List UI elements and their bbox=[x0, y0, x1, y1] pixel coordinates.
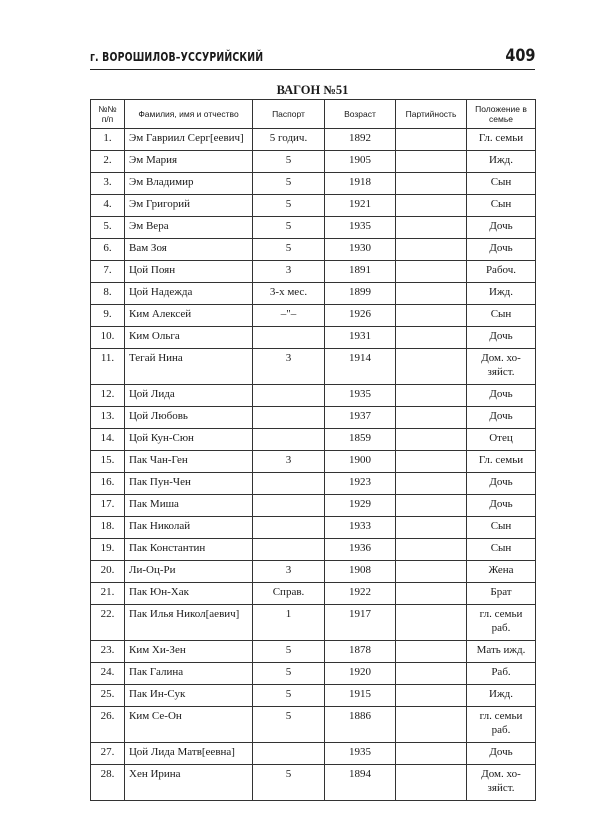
cell-family-status: Сын bbox=[467, 305, 536, 327]
cell-full-name: Пак Чан-Ген bbox=[125, 451, 253, 473]
column-header-number: №№ п/п bbox=[91, 100, 125, 129]
cell-family-status: Дочь bbox=[467, 217, 536, 239]
cell-party-membership bbox=[396, 663, 467, 685]
cell-passport: 5 bbox=[253, 707, 325, 743]
cell-party-membership bbox=[396, 305, 467, 327]
cell-party-membership bbox=[396, 173, 467, 195]
cell-family-status: гл. семьи раб. bbox=[467, 707, 536, 743]
cell-passport: 5 bbox=[253, 239, 325, 261]
cell-full-name: Цой Кун-Сюн bbox=[125, 429, 253, 451]
table-row bbox=[91, 407, 536, 429]
cell-party-membership bbox=[396, 605, 467, 641]
cell-full-name: Ким Ольга bbox=[125, 327, 253, 349]
cell-row-number: 6. bbox=[91, 239, 125, 261]
table-row bbox=[91, 707, 536, 743]
cell-full-name: Эм Вера bbox=[125, 217, 253, 239]
cell-family-status: Гл. семьи bbox=[467, 129, 536, 151]
table-row bbox=[91, 451, 536, 473]
cell-full-name: Эм Григорий bbox=[125, 195, 253, 217]
table-row bbox=[91, 151, 536, 173]
cell-passport: Справ. bbox=[253, 583, 325, 605]
cell-family-status: гл. семьи раб. bbox=[467, 605, 536, 641]
table-row bbox=[91, 473, 536, 495]
table-row bbox=[91, 385, 536, 407]
cell-passport: 3 bbox=[253, 561, 325, 583]
cell-full-name: Тегай Нина bbox=[125, 349, 253, 385]
cell-row-number: 9. bbox=[91, 305, 125, 327]
cell-party-membership bbox=[396, 641, 467, 663]
cell-party-membership bbox=[396, 583, 467, 605]
cell-family-status: Дочь bbox=[467, 385, 536, 407]
cell-full-name: Цой Поян bbox=[125, 261, 253, 283]
cell-party-membership bbox=[396, 327, 467, 349]
column-header-name: Фамилия, имя и отчество bbox=[125, 100, 253, 129]
cell-full-name: Пак Илья Никол[аевич] bbox=[125, 605, 253, 641]
cell-family-status: Брат bbox=[467, 583, 536, 605]
cell-row-number: 28. bbox=[91, 765, 125, 801]
cell-full-name: Ким Алексей bbox=[125, 305, 253, 327]
table-row bbox=[91, 743, 536, 765]
cell-passport: 5 bbox=[253, 173, 325, 195]
cell-party-membership bbox=[396, 685, 467, 707]
running-head bbox=[90, 43, 535, 70]
cell-row-number: 18. bbox=[91, 517, 125, 539]
cell-birth-year: 1891 bbox=[325, 261, 396, 283]
cell-row-number: 7. bbox=[91, 261, 125, 283]
cell-row-number: 23. bbox=[91, 641, 125, 663]
cell-birth-year: 1922 bbox=[325, 583, 396, 605]
cell-party-membership bbox=[396, 517, 467, 539]
table-row bbox=[91, 429, 536, 451]
cell-family-status: Гл. семьи bbox=[467, 451, 536, 473]
cell-passport bbox=[253, 385, 325, 407]
table-row bbox=[91, 327, 536, 349]
cell-birth-year: 1935 bbox=[325, 217, 396, 239]
cell-full-name: Пак Ин-Сук bbox=[125, 685, 253, 707]
cell-birth-year: 1921 bbox=[325, 195, 396, 217]
cell-full-name: Вам Зоя bbox=[125, 239, 253, 261]
cell-family-status: Ижд. bbox=[467, 151, 536, 173]
cell-family-status: Сын bbox=[467, 173, 536, 195]
cell-full-name: Эм Гавриил Серг[еевич] bbox=[125, 129, 253, 151]
cell-row-number: 13. bbox=[91, 407, 125, 429]
cell-birth-year: 1917 bbox=[325, 605, 396, 641]
cell-family-status: Раб. bbox=[467, 663, 536, 685]
column-header-party: Партийность bbox=[396, 100, 467, 129]
cell-full-name: Цой Надежда bbox=[125, 283, 253, 305]
cell-row-number: 25. bbox=[91, 685, 125, 707]
cell-family-status: Дочь bbox=[467, 495, 536, 517]
cell-full-name: Цой Лида bbox=[125, 385, 253, 407]
table-row bbox=[91, 349, 536, 385]
cell-passport bbox=[253, 539, 325, 561]
table-row bbox=[91, 539, 536, 561]
cell-family-status: Дочь bbox=[467, 473, 536, 495]
cell-passport: 3 bbox=[253, 451, 325, 473]
cell-party-membership bbox=[396, 239, 467, 261]
column-header-age: Возраст bbox=[325, 100, 396, 129]
table-row bbox=[91, 495, 536, 517]
cell-birth-year: 1930 bbox=[325, 239, 396, 261]
cell-full-name: Пак Галина bbox=[125, 663, 253, 685]
cell-passport: 5 bbox=[253, 663, 325, 685]
cell-row-number: 4. bbox=[91, 195, 125, 217]
cell-passport bbox=[253, 743, 325, 765]
cell-passport: –"– bbox=[253, 305, 325, 327]
cell-birth-year: 1899 bbox=[325, 283, 396, 305]
cell-full-name: Пак Миша bbox=[125, 495, 253, 517]
cell-birth-year: 1915 bbox=[325, 685, 396, 707]
cell-family-status: Дом. хо- зяйст. bbox=[467, 765, 536, 801]
cell-family-status: Сын bbox=[467, 195, 536, 217]
cell-family-status: Мать ижд. bbox=[467, 641, 536, 663]
cell-passport bbox=[253, 495, 325, 517]
cell-family-status: Дочь bbox=[467, 239, 536, 261]
cell-family-status: Дом. хо- зяйст. bbox=[467, 349, 536, 385]
cell-birth-year: 1920 bbox=[325, 663, 396, 685]
cell-passport: 3 bbox=[253, 349, 325, 385]
cell-party-membership bbox=[396, 451, 467, 473]
cell-passport: 5 bbox=[253, 151, 325, 173]
cell-party-membership bbox=[396, 429, 467, 451]
cell-party-membership bbox=[396, 561, 467, 583]
cell-full-name: Эм Владимир bbox=[125, 173, 253, 195]
cell-family-status: Сын bbox=[467, 539, 536, 561]
column-header-family-status: Положение в семье bbox=[467, 100, 536, 129]
cell-row-number: 11. bbox=[91, 349, 125, 385]
cell-party-membership bbox=[396, 349, 467, 385]
cell-party-membership bbox=[396, 765, 467, 801]
cell-birth-year: 1859 bbox=[325, 429, 396, 451]
cell-passport: 5 bbox=[253, 685, 325, 707]
cell-party-membership bbox=[396, 385, 467, 407]
table-body bbox=[91, 129, 536, 801]
cell-row-number: 17. bbox=[91, 495, 125, 517]
cell-passport: 5 bbox=[253, 641, 325, 663]
cell-passport: 3 bbox=[253, 261, 325, 283]
cell-full-name: Цой Лида Матв[еевна] bbox=[125, 743, 253, 765]
cell-passport: 5 bbox=[253, 217, 325, 239]
cell-party-membership bbox=[396, 195, 467, 217]
cell-party-membership bbox=[396, 473, 467, 495]
cell-passport bbox=[253, 429, 325, 451]
cell-full-name: Цой Любовь bbox=[125, 407, 253, 429]
table-row bbox=[91, 685, 536, 707]
passenger-table bbox=[90, 99, 536, 801]
table-caption: ВАГОН №51 bbox=[276, 83, 349, 97]
cell-full-name: Ким Се-Он bbox=[125, 707, 253, 743]
table-row bbox=[91, 583, 536, 605]
cell-birth-year: 1905 bbox=[325, 151, 396, 173]
cell-birth-year: 1937 bbox=[325, 407, 396, 429]
cell-party-membership bbox=[396, 707, 467, 743]
cell-full-name: Пак Николай bbox=[125, 517, 253, 539]
cell-row-number: 27. bbox=[91, 743, 125, 765]
cell-birth-year: 1933 bbox=[325, 517, 396, 539]
cell-family-status: Рабоч. bbox=[467, 261, 536, 283]
table-row bbox=[91, 765, 536, 801]
cell-row-number: 5. bbox=[91, 217, 125, 239]
cell-full-name: Эм Мария bbox=[125, 151, 253, 173]
cell-family-status: Ижд. bbox=[467, 283, 536, 305]
running-title: г. ВОРОШИЛОВ–УССУРИЙСКИЙ bbox=[90, 50, 264, 64]
cell-passport: 5 bbox=[253, 765, 325, 801]
cell-birth-year: 1900 bbox=[325, 451, 396, 473]
cell-passport bbox=[253, 407, 325, 429]
cell-passport bbox=[253, 473, 325, 495]
table-row bbox=[91, 561, 536, 583]
cell-row-number: 14. bbox=[91, 429, 125, 451]
cell-birth-year: 1926 bbox=[325, 305, 396, 327]
cell-passport bbox=[253, 517, 325, 539]
cell-full-name: Хен Ирина bbox=[125, 765, 253, 801]
cell-party-membership bbox=[396, 539, 467, 561]
cell-family-status: Отец bbox=[467, 429, 536, 451]
cell-row-number: 26. bbox=[91, 707, 125, 743]
cell-row-number: 12. bbox=[91, 385, 125, 407]
cell-birth-year: 1908 bbox=[325, 561, 396, 583]
cell-row-number: 20. bbox=[91, 561, 125, 583]
cell-row-number: 24. bbox=[91, 663, 125, 685]
cell-family-status: Жена bbox=[467, 561, 536, 583]
cell-row-number: 15. bbox=[91, 451, 125, 473]
table-row bbox=[91, 517, 536, 539]
cell-row-number: 10. bbox=[91, 327, 125, 349]
cell-birth-year: 1931 bbox=[325, 327, 396, 349]
cell-party-membership bbox=[396, 151, 467, 173]
cell-birth-year: 1918 bbox=[325, 173, 396, 195]
table-row bbox=[91, 239, 536, 261]
table-row bbox=[91, 129, 536, 151]
table-row bbox=[91, 261, 536, 283]
cell-row-number: 3. bbox=[91, 173, 125, 195]
cell-birth-year: 1892 bbox=[325, 129, 396, 151]
cell-family-status: Дочь bbox=[467, 327, 536, 349]
cell-birth-year: 1878 bbox=[325, 641, 396, 663]
table-row bbox=[91, 305, 536, 327]
cell-passport: 3-х мес. bbox=[253, 283, 325, 305]
cell-party-membership bbox=[396, 261, 467, 283]
cell-full-name: Пак Пун-Чен bbox=[125, 473, 253, 495]
page-number: 409 bbox=[504, 46, 535, 66]
cell-row-number: 2. bbox=[91, 151, 125, 173]
table-row bbox=[91, 641, 536, 663]
cell-row-number: 16. bbox=[91, 473, 125, 495]
cell-family-status: Дочь bbox=[467, 407, 536, 429]
cell-birth-year: 1914 bbox=[325, 349, 396, 385]
cell-family-status: Сын bbox=[467, 517, 536, 539]
cell-passport: 1 bbox=[253, 605, 325, 641]
cell-party-membership bbox=[396, 743, 467, 765]
table-row bbox=[91, 195, 536, 217]
table-row bbox=[91, 663, 536, 685]
cell-passport bbox=[253, 327, 325, 349]
cell-party-membership bbox=[396, 283, 467, 305]
cell-family-status: Ижд. bbox=[467, 685, 536, 707]
cell-party-membership bbox=[396, 495, 467, 517]
cell-birth-year: 1929 bbox=[325, 495, 396, 517]
cell-birth-year: 1935 bbox=[325, 743, 396, 765]
cell-full-name: Пак Константин bbox=[125, 539, 253, 561]
cell-row-number: 22. bbox=[91, 605, 125, 641]
table-row bbox=[91, 283, 536, 305]
cell-party-membership bbox=[396, 129, 467, 151]
cell-birth-year: 1886 bbox=[325, 707, 396, 743]
table-row bbox=[91, 605, 536, 641]
cell-family-status: Дочь bbox=[467, 743, 536, 765]
table-row bbox=[91, 217, 536, 239]
column-header-passport: Паспорт bbox=[253, 100, 325, 129]
cell-birth-year: 1936 bbox=[325, 539, 396, 561]
cell-passport: 5 bbox=[253, 195, 325, 217]
cell-birth-year: 1935 bbox=[325, 385, 396, 407]
table-header-row bbox=[91, 100, 536, 129]
cell-row-number: 21. bbox=[91, 583, 125, 605]
cell-passport: 5 годич. bbox=[253, 129, 325, 151]
cell-birth-year: 1923 bbox=[325, 473, 396, 495]
cell-row-number: 8. bbox=[91, 283, 125, 305]
cell-party-membership bbox=[396, 407, 467, 429]
cell-birth-year: 1894 bbox=[325, 765, 396, 801]
cell-party-membership bbox=[396, 217, 467, 239]
cell-row-number: 1. bbox=[91, 129, 125, 151]
table-row bbox=[91, 173, 536, 195]
cell-row-number: 19. bbox=[91, 539, 125, 561]
cell-full-name: Пак Юн-Хак bbox=[125, 583, 253, 605]
cell-full-name: Ким Хи-Зен bbox=[125, 641, 253, 663]
cell-full-name: Ли-Оц-Ри bbox=[125, 561, 253, 583]
